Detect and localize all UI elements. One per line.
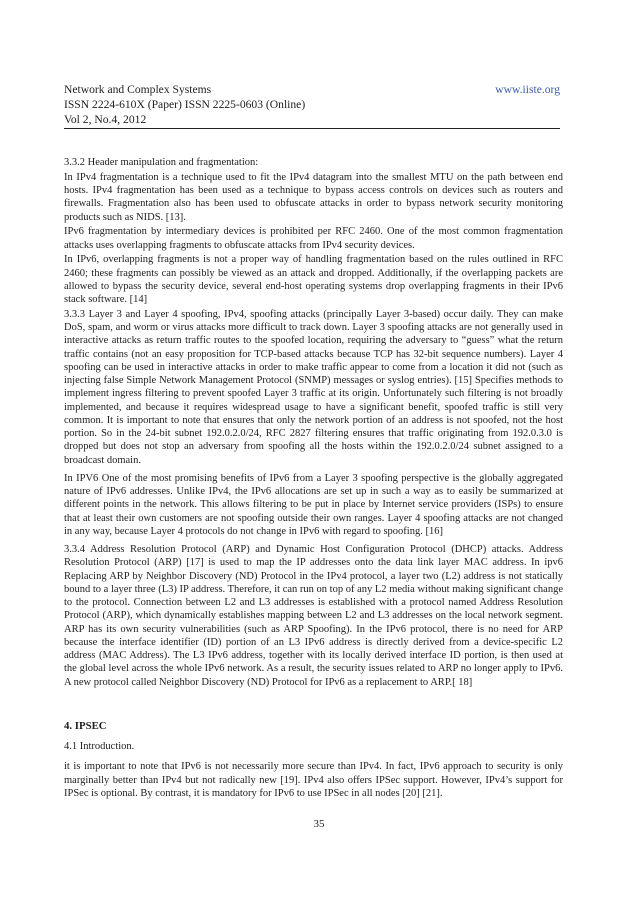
- paragraph-overlapping-fragments: In IPv6, overlapping fragments is not a proper way of handling fragmentation based on the rules outlined in RFC 2460; these fragments can possibly be viewed as an attack and dropped. Additionally, if the overlapping packets are allowed to bypass the security device, several end-host operating systems drop overlapping fragments in their IPv6 stack software. [14]: [64, 254, 563, 305]
- paragraph-layer3-layer4-spoofing: 3.3.3 Layer 3 and Layer 4 spoofing, IPv4, spoofing attacks (principally Layer 3-based) occur daily. They can make DoS, spam, and worm or virus attacks more difficult to track down. Layer 3 spoofing attacks are not generally used in interactive attacks as return traffic routes to the spoofed location, requiring the adversary to “guess” what the return traffic contains (not an easy proposition for TCP-based attacks because TCP has 32-bit sequence numbers). Layer 4 spoofing can be used in interactive attacks in order to make traffic appear to come from a location it did not (such as injecting false Simple Network Management Protocol (SNMP) messages or syslog entries). [15] Specifies methods to implement ingress filtering to prevent spoofed Layer 3 traffic at its origin. Unfortunately such filtering is not broadly implemented, and because it requires widespread usage to have a significant benefit, spoofed traffic is still very common. It is important to note that ensures that only the network portion of an address is not spoofed, not the host portion. So in the 24-bit subnet 192.0.2.0/24, RFC 2827 filtering ensures that traffic originating from 192.0.3.0 is dropped but does not stop an adversary from spoofing all the hosts within the 192.0.2.0/24 subnet assigned to a broadcast domain.: [64, 308, 563, 466]
- journal-url-link[interactable]: www.iiste.org: [495, 83, 560, 96]
- paragraph-arp-dhcp: 3.3.4 Address Resolution Protocol (ARP) and Dynamic Host Configuration Protocol (DHCP) attacks. Address Resolution Protocol (ARP) [17] is used to map the IP addresses onto the data link layer MAC address. In ipv6 Replacing ARP by Neighbor Discovery (ND) Protocol in the IPv4 protocol, a layer two (L2) address is not statically bound to a layer three (L3) IP address. Therefore, it can run on top of any L2 media without making significant change to the protocol. Connection between L2 and L3 addresses is established with a protocol named Address Resolution Protocol (ARP), which dynamically establishes mapping between L2 and L3 addresses on the local network segment. ARP has its own security vulnerabilities (such as ARP Spoofing). In the IPv6 protocol, there is no need for ARP because the interface identifier (ID) portion of an L3 IPv6 address is directly derived from a device-specific L2 address (MAC Address). The L3 IPv6 address, together with its locally derived interface ID portion, is then used at the global level across the whole IPv6 network. As a result, the security issues related to ARP no longer apply to IPv6. A new protocol called Neighbor Discovery (ND) Protocol for IPv6 as a replacement to ARP.[ 18]: [64, 544, 563, 688]
- paragraph-ipv6-spoofing: In IPV6 One of the most promising benefits of IPv6 from a Layer 3 spoofing perspective is the globally aggregated nature of IPv6 addresses. Unlike IPv4, the IPv6 allocations are set up in such a way as to easily be summarized at different points in the network. This allows filtering to be put in place by Internet service providers (ISPs) to ensure that at least their own customers are not spoofing outside their own ranges. Layer 4 spoofing attacks are not changed in any way, because Layer 4 protocols do not change in IPv6 with regard to spoofing. [16]: [64, 472, 563, 537]
- journal-title: Network and Complex Systems: [64, 83, 212, 96]
- paragraph-ipv4-fragmentation: In IPv4 fragmentation is a technique used to fit the IPv4 datagram into the smallest MTU on the path between end hosts. IPv4 fragmentation has been used as a technique to bypass access controls on devices such as routers and firewalls. Fragmentation also has been used to obfuscate attacks in order to bypass network security monitoring products such as NIDS. [13].: [64, 171, 563, 223]
- body-text: [64, 156, 563, 800]
- paragraph-ipsec-intro: it is important to note that IPv6 is not necessarily more secure than IPv4. In fact, IPv6 approach to security is only marginally better than IPv4 but not radically new [19]. IPv4 also offers IPSec support. However, IPv4’s support for IPSec is optional. By contrast, it is mandatory for IPv6 to use IPSec in all nodes [20] [21].: [64, 761, 563, 799]
- page-number: 35: [313, 818, 325, 830]
- header-rule: [64, 128, 560, 129]
- journal-volume: Vol 2, No.4, 2012: [64, 113, 147, 127]
- subsection-heading-3-3-2: 3.3.2 Header manipulation and fragmentation:: [64, 157, 259, 168]
- paragraph-ipv6-fragmentation: IPv6 fragmentation by intermediary devices is prohibited per RFC 2460. One of the most common fragmentation attacks uses overlapping fragments to obfuscate attacks from IPv4 security devices.: [64, 226, 563, 251]
- journal-issn: ISSN 2224-610X (Paper) ISSN 2225-0603 (Online): [64, 98, 306, 112]
- section-heading-ipsec: 4. IPSEC: [64, 719, 107, 732]
- running-header: [64, 82, 560, 128]
- subsection-heading-4-1: 4.1 Introduction.: [64, 741, 135, 752]
